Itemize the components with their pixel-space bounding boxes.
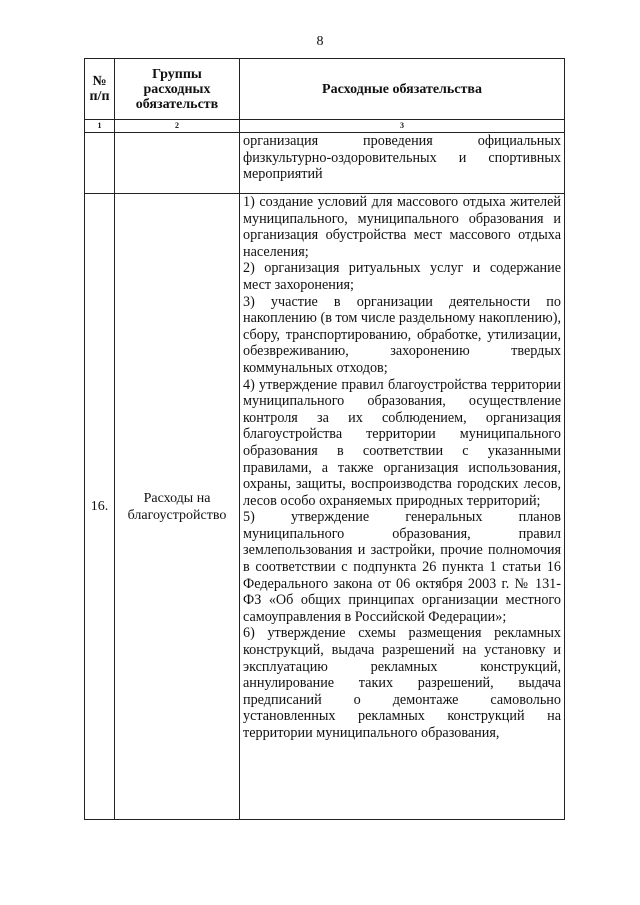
page-number: 8 [316, 34, 324, 49]
obligation-paragraph: 1) создание условий для массового отдыха жителей муниципального, муниципального образования и организация обустройства мест массового отдыха населения; [243, 194, 561, 260]
table-row [85, 133, 565, 194]
obligation-paragraph: 2) организация ритуальных услуг и содержание мест захоронения; [243, 260, 561, 293]
column-number: 2 [115, 120, 240, 133]
obligation-paragraph: 6) утверждение схемы размещения рекламных конструкций, выдача разрешений на установку и эксплуатацию рекламных конструкций, аннулирование таких разрешений, выдача предписаний о демонтаже самовольно установленных рекламных конструкций на территории муниципального образования, [243, 625, 561, 741]
header-num: № п/п [85, 59, 115, 120]
obligation-paragraph: 4) утверждение правил благоустройства территории муниципального образования, осуществление контроля за их соблюдением, организация благоустройства территории муниципального образования в соответствии с указанными правилами, а также организация использования, охраны, защиты, воспроизводства городских лесов, лесов особо охраняемых природных территорий; [243, 376, 561, 509]
column-number-row [85, 120, 565, 133]
row-group [115, 133, 240, 194]
obligations-table [84, 58, 565, 820]
row-obligations [240, 194, 565, 820]
obligation-paragraph: 3) участие в организации деятельности по накоплению (в том числе раздельному накоплению), сбору, транспортированию, обработке, утилизации, обезвреживанию, захоронению твердых коммунальных отходов; [243, 293, 561, 376]
row-group: Расходы на благоустройство [115, 194, 240, 820]
row-obligations [240, 133, 565, 194]
row-number [85, 133, 115, 194]
obligation-paragraph: 5) утверждение генеральных планов муниципального образования, правил землепользования и застройки, прочие полномочия в соответствии с подпункта 26 пункта 1 статьи 16 Федерального закона от 06 октября 2003 г. № 131-ФЗ «Об общих принципах организации местного самоуправления в Российской Федерации»; [243, 509, 561, 625]
table-row [85, 194, 565, 820]
obligation-paragraph: организация проведения официальных физкультурно-оздоровительных и спортивных мероприятий [243, 133, 561, 183]
header-obligations: Расходные обязательства [240, 59, 565, 120]
table-header-row [85, 59, 565, 120]
row-number: 16. [85, 194, 115, 820]
column-number: 3 [240, 120, 565, 133]
header-groups: Группы расходных обязательств [115, 59, 240, 120]
column-number: 1 [85, 120, 115, 133]
